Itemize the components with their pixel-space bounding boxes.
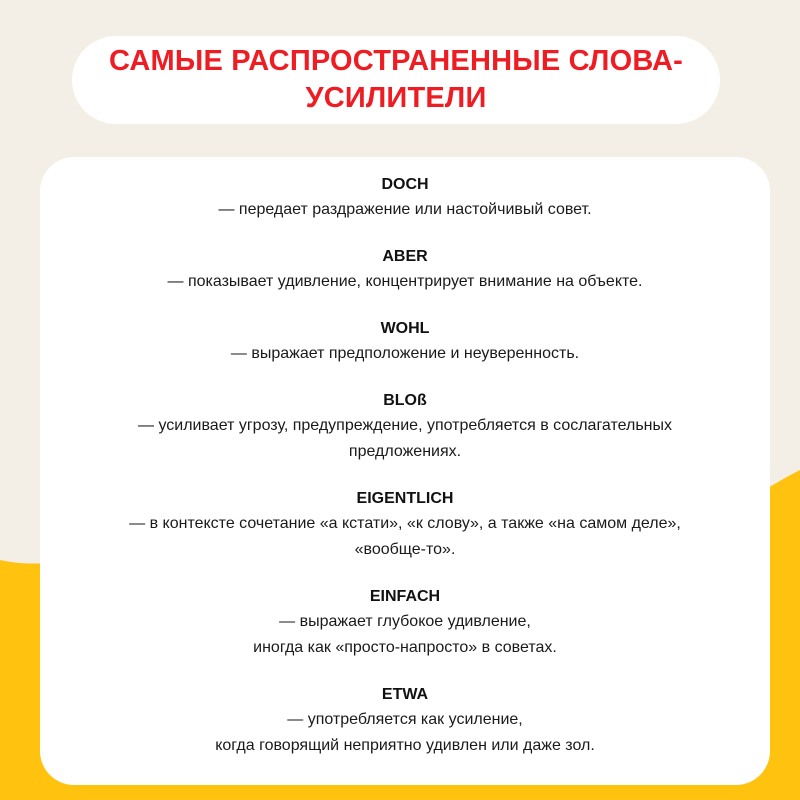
entry-word: ETWA <box>381 686 429 703</box>
entry-word: EIGENTLICH <box>356 490 454 507</box>
title-banner <box>72 36 720 124</box>
content-card <box>40 157 770 785</box>
entry-description: — выражает предположение и неуверенность. <box>230 345 580 362</box>
entry-eigentlich <box>40 487 770 563</box>
entry-word: EINFACH <box>369 588 441 605</box>
page-title-line-1: САМЫЕ РАСПРОСТРАНЕННЫЕ СЛОВА- <box>108 45 684 77</box>
entry-word: DOCH <box>381 176 429 193</box>
entry-etwa <box>40 683 770 759</box>
entry-list <box>40 173 770 781</box>
entry-word: BLOß <box>383 392 427 409</box>
page-title-line-2: УСИЛИТЕЛИ <box>305 82 487 114</box>
entry-description: — выражает глубокое удивление, <box>279 613 531 630</box>
entry-einfach <box>40 585 770 661</box>
entry-description-continued: «вообще-то». <box>354 541 456 558</box>
entry-description-continued: предложениях. <box>348 443 462 460</box>
entry-description: — передает раздражение или настойчивый совет. <box>218 201 592 218</box>
entry-word: ABER <box>382 248 428 265</box>
entry-description-continued: иногда как «просто-напросто» в советах. <box>253 639 557 656</box>
entry-description-continued: когда говорящий неприятно удивлен или даже зол. <box>215 737 595 754</box>
entry-description: — в контексте сочетание «а кстати», «к слову», а также «на самом деле», <box>129 515 681 532</box>
entry-description: — усиливает угрозу, предупреждение, употребляется в сослагательных <box>138 417 672 434</box>
entry-doch <box>40 173 770 223</box>
entry-bloss <box>40 389 770 465</box>
entry-aber <box>40 245 770 295</box>
entry-description: — употребляется как усиление, <box>287 711 523 728</box>
entry-description: — показывает удивление, концентрирует внимание на объекте. <box>167 273 643 290</box>
entry-wohl <box>40 317 770 367</box>
entry-word: WOHL <box>380 320 430 337</box>
